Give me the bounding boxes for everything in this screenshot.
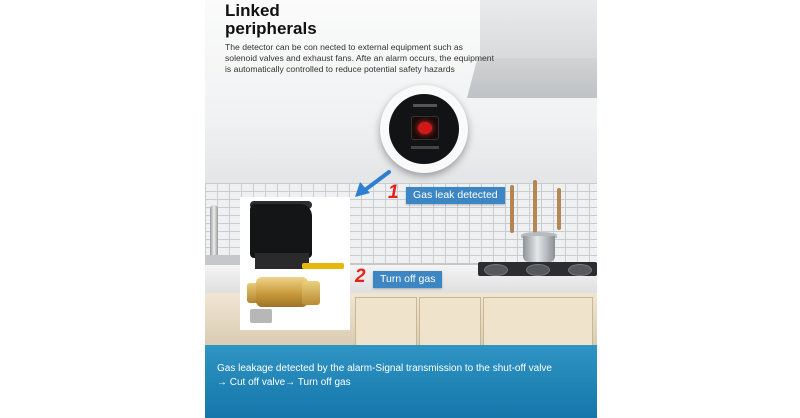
- alarm-light: [418, 122, 432, 134]
- cooking-pot: [523, 236, 555, 262]
- burner: [526, 264, 550, 276]
- utensil: [557, 188, 561, 230]
- product-illustration: [205, 0, 597, 418]
- detector-indicators: [413, 104, 437, 107]
- shutoff-valve-icon: [240, 197, 350, 330]
- valve-outlet: [302, 281, 320, 305]
- range-hood: [480, 0, 597, 60]
- valve-nut: [250, 309, 272, 323]
- step-1-label: Gas leak detected: [406, 187, 505, 204]
- description-text: The detector can be con nected to external equipment such as solenoid valves and exhaust fans. Afte an alarm occurs, the equipment is automatically controlled to reduce potential safety hazards: [225, 42, 494, 74]
- gas-stove: [478, 262, 597, 276]
- valve-bracket: [255, 253, 309, 269]
- detector-face: [389, 94, 459, 164]
- utensil: [510, 185, 514, 233]
- burner: [484, 264, 508, 276]
- step-2-label: Turn off gas: [373, 271, 442, 288]
- detector-screen: [411, 116, 439, 140]
- burner: [568, 264, 592, 276]
- caption-line-2: → Cut off valve→ Turn off gas: [217, 376, 351, 388]
- utensil: [533, 180, 537, 236]
- detector-buttons: [411, 146, 439, 149]
- pointer-arrow-icon: [351, 170, 391, 200]
- page-title: Linked peripherals: [225, 1, 317, 38]
- faucet: [210, 205, 218, 260]
- brass-ball-valve: [256, 277, 308, 307]
- step-2-number: 2: [355, 266, 366, 287]
- caption-line-1: Gas leakage detected by the alarm-Signal transmission to the shut-off valve: [217, 363, 552, 374]
- caption-banner: [205, 345, 597, 418]
- caption-text: [217, 362, 597, 389]
- gas-detector-icon: [380, 85, 468, 173]
- valve-actuator: [250, 204, 312, 258]
- step-1-number: 1: [388, 182, 399, 203]
- valve-handle: [302, 263, 344, 269]
